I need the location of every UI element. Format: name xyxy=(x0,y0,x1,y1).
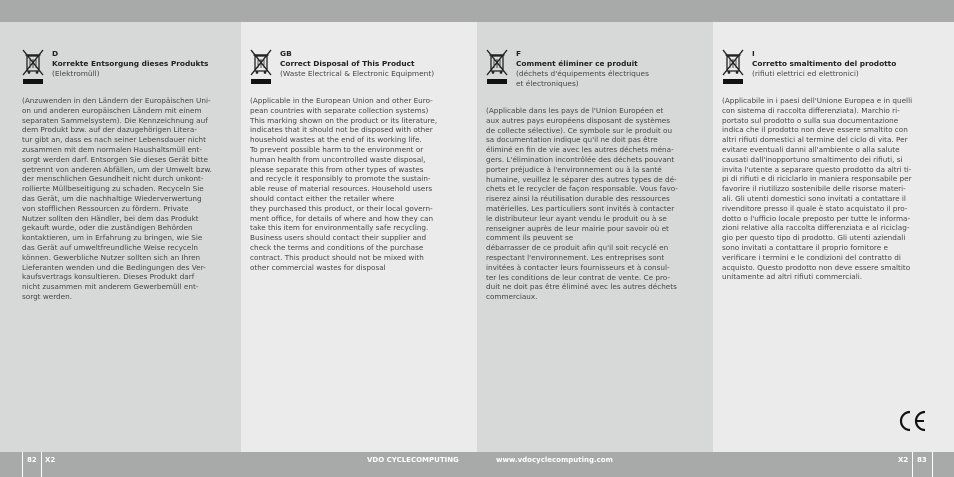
section-title: Corretto smaltimento del prodotto xyxy=(752,59,897,68)
section-heading xyxy=(516,49,649,89)
website-url: www.vdocyclecomputing.com xyxy=(496,456,613,464)
footer-divider xyxy=(932,452,933,477)
section-body: (Applicabile in i paesi dell'Unione Europea e in quelli con sistema di raccolta differenziata). Marchio ri- portato sul prodotto o sulla sua documentazione indica che il prodotto non deve essere smaltito con altri rifiuti domestici al termine del ciclo di vita. Per evitare eventuali danni all'ambiente o alla salute causati dall'inopportuno smaltimento dei rifiuti, si invita l'utente a separare questo prodotto da altri ti- pi di rifiuti e di riciclarlo in maniera responsabile per favorire il riutilizzo sostenibile delle risorse materi- ali. Gli utenti domestici sono invitati a contattare il rivenditore presso il quale è stato acquistato il pro- dotto o l'ufficio locale preposto per tutte le informa- zioni relative alla raccolta differenziata e al riciclag- gio per questo tipo di prodotto. Gli utenti aziendali sono invitati a contattare il proprio fornitore e verificare i termini e le condizioni del contratto di acquisto. Questo prodotto non deve essere smaltito unitamente ad altri rifiuti commerciali. xyxy=(722,96,913,282)
section-body: (Anzuwenden in den Ländern der Europäischen Uni- on und anderen europäischen Ländern mit einem separaten Sammelsystem). Die Kennzeichnung auf dem Produkt bzw. auf der dazugehörigen Litera- tur gibt an, dass es nach seiner Lebensdauer nicht zusammen mit dem normalen Haushaltsmüll ent- sorgt werden darf. Entsorgen Sie dieses Gerät bitte getrennt von anderen Abfällen, um der Umwelt bzw. der menschlichen Gesundheit nicht durch unkont- rollierte Müllbeseitigung zu schaden. Recyceln Sie das Gerät, um die nachhaltige Wiederverwertung von stofflichen Ressourcen zu fördern. Private Nutzer sollten den Händler, bei dem das Produkt gekauft wurde, oder die zuständigen Behörden kontaktieren, um in Erfahrung zu bringen, wie Sie das Gerät auf umweltfreundliche Weise recyceln können. Gewerbliche Nutzer sollten sich an Ihren Lieferanten wenden und die Bedingungen des Ver- kaufsvertrags konsultieren. Dieses Produkt darf nicht zusammen mit anderem Gewerbemüll ent- sorgt werden. xyxy=(22,96,212,301)
top-bar xyxy=(0,0,954,22)
section-heading xyxy=(52,49,208,79)
section-gb xyxy=(241,22,477,452)
section-it xyxy=(713,22,954,452)
model-name-left: X2 xyxy=(45,456,56,464)
language-code: D xyxy=(52,49,59,58)
section-body: (Applicable dans les pays de l'Union Européen et aux autres pays européens disposant de systèmes de collecte sélective). Ce symbole sur le produit ou sa documentation indique qu'il ne doit pas être éliminé en fin de vie avec les autres déchets ména- gers. L'élimination incontrôlée des déchets pouvant porter préjudice à l'environnement ou à la santé humaine, veuillez le séparer des autres types de dé- chets et le recycler de façon responsable. Vous favo- riserez ainsi la réutilisation durable des ressources matérielles. Les particuliers sont invités à contacter le distributeur leur ayant vendu le produit ou à se renseigner auprès de leur mairie pour savoir où et comment ils peuvent se débarrasser de ce produit afin qu'il soit recyclé en respectant l'environnement. Les entreprises sont invitées à contacter leurs fournisseurs et à consul- ter les conditions de leur contrat de vente. Ce pro- duit ne doit pas être éliminé avec les autres déchets commerciaux. xyxy=(486,106,678,302)
ce-mark xyxy=(898,410,928,432)
section-title: Comment éliminer ce produit xyxy=(516,59,638,68)
crossed-out-wheelie-bin-icon xyxy=(486,49,508,85)
language-code: I xyxy=(752,49,755,58)
crossed-out-wheelie-bin-icon xyxy=(722,49,744,85)
page-number-left: 82 xyxy=(27,456,37,464)
section-de xyxy=(0,22,241,452)
crossed-out-wheelie-bin-icon xyxy=(22,49,44,85)
crossed-out-wheelie-bin-icon xyxy=(250,49,272,85)
brand-name: VDO CYCLECOMPUTING xyxy=(367,456,459,464)
page-footer xyxy=(0,452,954,477)
section-fr xyxy=(477,22,713,452)
model-name-right: X2 xyxy=(898,456,909,464)
section-subtitle: (rifiuti elettrici ed elettronici) xyxy=(752,69,859,78)
page-number-right: 83 xyxy=(917,456,927,464)
language-code: GB xyxy=(280,49,292,58)
section-subtitle: (Elektromüll) xyxy=(52,69,100,78)
footer-divider xyxy=(22,452,23,477)
section-title: Korrekte Entsorgung dieses Produkts xyxy=(52,59,209,68)
section-title: Correct Disposal of This Product xyxy=(280,59,415,68)
section-subtitle: (Waste Electrical & Electronic Equipment) xyxy=(280,69,435,78)
section-body: (Applicable in the European Union and other Euro- pean countries with separate collection systems) This marking shown on the product or its literature, indicates that it should not be disposed with other household wastes at the end of its working life. To prevent possible harm to the environment or human health from uncontrolled waste disposal, please separate this from other types of wastes and recycle it responsibly to promote the sustain- able reuse of material resources. Household users should contact either the retailer where they purchased this product, or their local govern- ment office, for details of where and how they can take this item for environmentally safe recycling. Business users should contact their supplier and check the terms and conditions of the purchase contract. This product should not be mixed with other commercial wastes for disposal xyxy=(250,96,438,272)
section-heading xyxy=(280,49,434,79)
footer-divider xyxy=(41,452,42,477)
language-code: F xyxy=(516,49,522,58)
section-heading xyxy=(752,49,896,79)
footer-divider xyxy=(912,452,913,477)
section-subtitle: (déchets d'équipements électriques et électroniques) xyxy=(516,69,649,88)
